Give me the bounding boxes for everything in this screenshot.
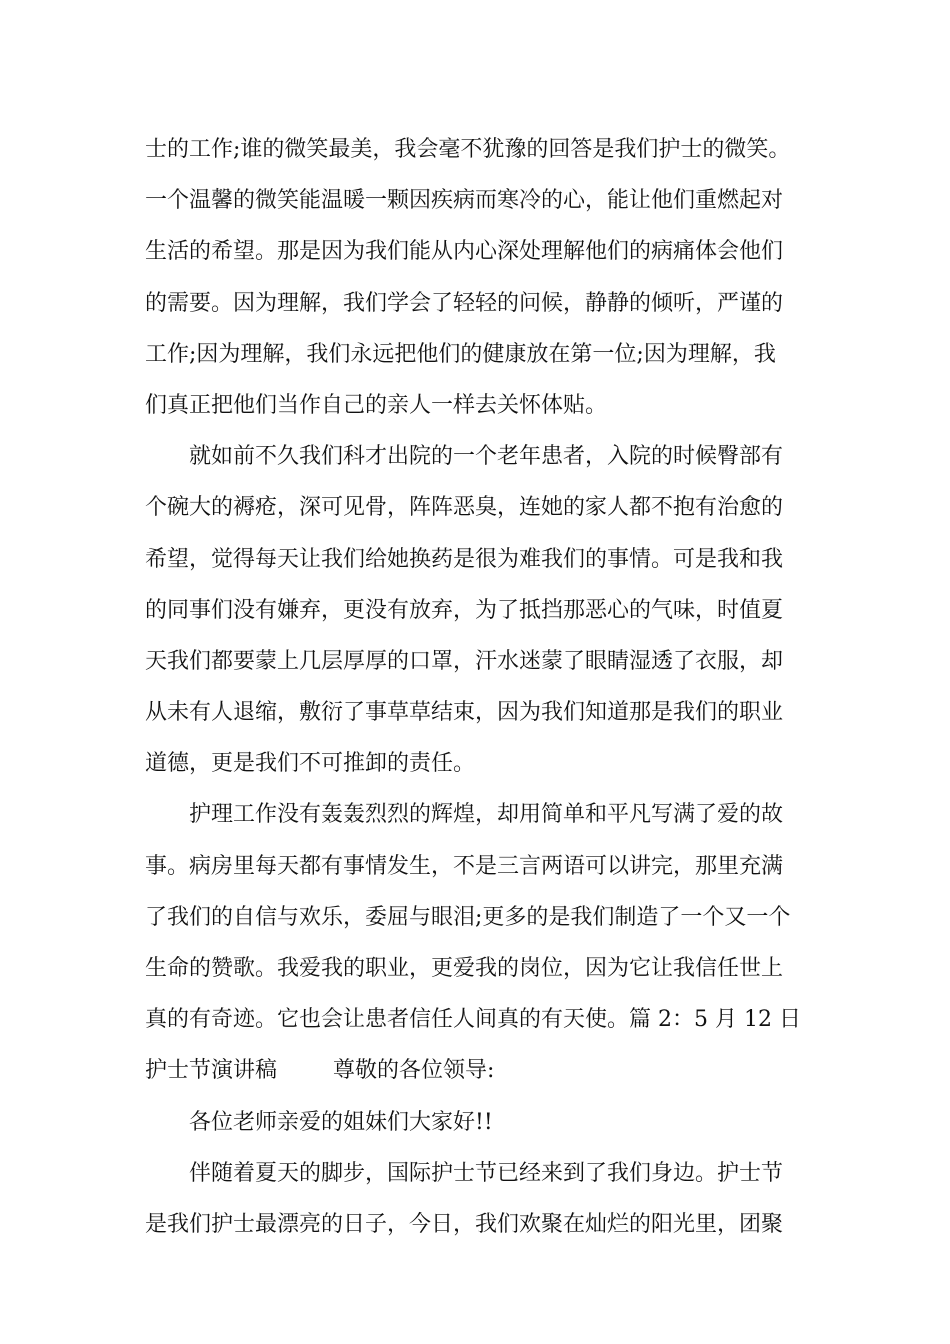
text-line: 工作;因为理解，我们永远把他们的健康放在第一位;因为理解，我 xyxy=(145,341,776,367)
text-line: 的需要。因为理解，我们学会了轻轻的问候，静静的倾听，严谨的 xyxy=(145,290,784,316)
text-line: 希望，觉得每天让我们给她换药是很为难我们的事情。可是我和我 xyxy=(145,546,784,572)
paragraph-first-line: 就如前不久我们科才出院的一个老年患者，入院的时候臀部有 xyxy=(189,444,784,470)
text-line: 士的工作;谁的微笑最美，我会毫不犹豫的回答是我们护士的微笑。 xyxy=(145,137,791,162)
text-line: 个碗大的褥疮，深可见骨，阵阵恶臭，连她的家人都不抱有治愈的 xyxy=(145,495,784,521)
text-line: 一个温馨的微笑能温暖一颗因疾病而寒冷的心，能让他们重燃起对 xyxy=(145,188,784,214)
text-line: 了我们的自信与欢乐，委屈与眼泪;更多的是我们制造了一个又一个 xyxy=(145,904,791,930)
text-line: 的同事们没有嫌弃，更没有放弃，为了抵挡那恶心的气味，时值夏 xyxy=(145,597,784,623)
text-line: 生活的希望。那是因为我们能从内心深处理解他们的病痛体会他们 xyxy=(145,239,784,265)
greeting-line: 各位老师亲爱的姐妹们大家好!! xyxy=(189,1109,493,1135)
text-line: 们真正把他们当作自己的亲人一样去关怀体贴。 xyxy=(145,392,608,418)
text-line: 事。病房里每天都有事情发生，不是三言两语可以讲完，那里充满 xyxy=(145,853,784,879)
text-line: 生命的赞歌。我爱我的职业，更爱我的岗位，因为它让我信任世上 xyxy=(145,956,784,981)
text-line: 天我们都要蒙上几层厚厚的口罩，汗水迷蒙了眼睛湿透了衣服，却 xyxy=(145,648,784,674)
text-line: 从未有人退缩，敷衍了事草草结束，因为我们知道那是我们的职业 xyxy=(145,700,784,726)
text-line: 道德，更是我们不可推卸的责任。 xyxy=(145,751,476,777)
paragraph-first-line: 护理工作没有轰轰烈烈的辉煌，却用简单和平凡写满了爱的故 xyxy=(189,802,784,828)
text-line: 是我们护士最漂亮的日子，今日，我们欢聚在灿烂的阳光里，团聚 xyxy=(145,1211,784,1237)
text-line: 真的有奇迹。它也会让患者信任人间真的有天使。篇 2：5 月 12 日 xyxy=(145,1007,801,1033)
speech-text xyxy=(145,124,815,1250)
text-line: 护士节演讲稿 尊敬的各位领导: xyxy=(145,1058,495,1084)
paragraph-first-line: 伴随着夏天的脚步，国际护士节已经来到了我们身边。护士节 xyxy=(189,1160,784,1186)
